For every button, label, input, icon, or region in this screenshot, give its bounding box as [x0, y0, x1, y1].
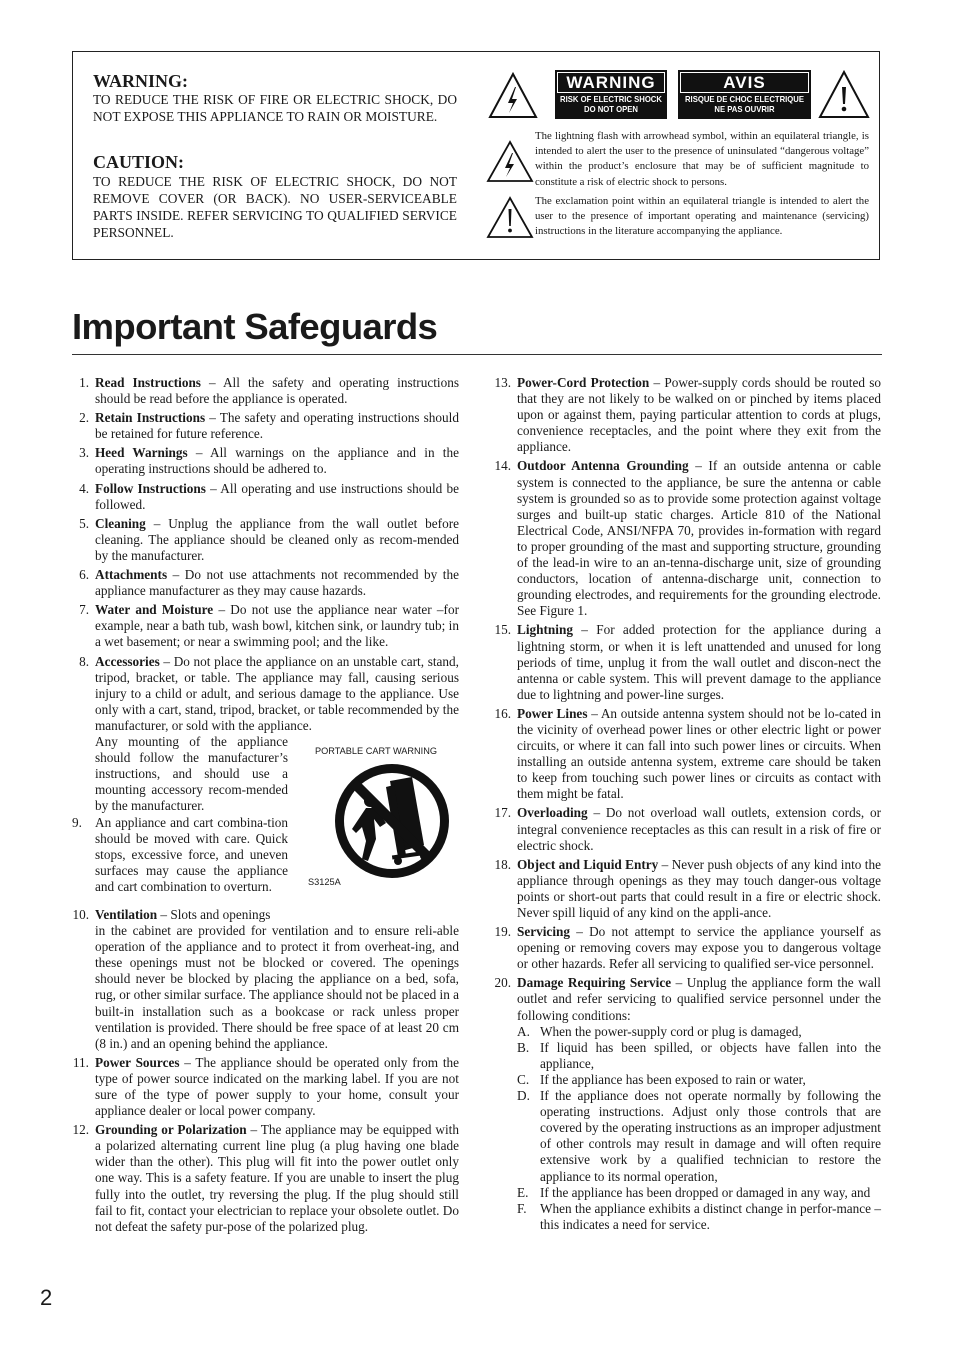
item-text: – An outside antenna system should not be lo-cated in the vicinity of overhead power lines or other electric light or power circuits, or where it can fall into such power lines or circuits. When installing an outside antenna system, extreme care should be taken to keep from touching such power lines or circuits as contact with them might be fatal. — [517, 705, 881, 802]
safeguard-item — [72, 602, 459, 650]
item-10-text: in the cabinet are provided for ventilation and to ensure reli-able operation of the appliance and to protect it from overheat-ing, and these openings must not be blocked or covered. The openings should never be blocked by placing the appliance on a bed, sofa, rug, or other similar surface. The appliance should not be placed in a built-in installation such as a bookcase or rack unless proper ventilation is provided. There should be free space of at least 20 cm (8 in.) and an opening behind the appliance. — [95, 923, 460, 1051]
safeguard-item — [72, 481, 459, 513]
item-text: – All warnings on the appliance and in the operating instructions should be adhered to. — [95, 445, 459, 477]
avis-label-title: AVIS — [680, 72, 809, 93]
warning-label-line2: DO NOT OPEN — [584, 104, 638, 114]
item-9-number: 9. — [72, 814, 82, 830]
item-number: 3. — [79, 445, 89, 461]
item-number: 8. — [79, 653, 89, 669]
safeguards-list-right — [494, 375, 881, 1024]
condition-letter: C. — [517, 1071, 530, 1087]
item-heading: Object and Liquid Entry — [517, 856, 659, 872]
item-text: – The appliance may be equipped with a polarized alternating current line plug (a plug having one blade wider than the other). This plug will fit into the power outlet only one way. This is a safety feature. If you are unable to insert the plug fully into the outlet, try reversing the plug. If the plug should still fail to fit, contact your electrician to replace your obsolete outlet. Do not defeat the safety pur-pose of the polarized plug. — [95, 1122, 459, 1234]
item-number: 18. — [494, 856, 511, 872]
item-text: – For added protection for the appliance during a lightning storm, or when it is left unattended and unused for long periods of time, unplug it from the wall outlet and discon-nect the antenna or cable system. This will prevent damage to the appliance due to lightning and power-line surges. — [517, 622, 881, 702]
item-number: 16. — [494, 705, 511, 721]
item-text: – The safety and operating instructions should be retained for future reference. — [95, 410, 459, 442]
item-heading: Grounding or Polarization — [95, 1122, 247, 1138]
exclamation-symbol-text: The exclamation point within an equilateral triangle is intended to alert the user to the presence of important operating and maintenance (servicing) instructions in the literature accompanying the appliance. — [535, 195, 869, 238]
safeguard-item — [72, 654, 459, 734]
safeguard-item — [494, 805, 881, 853]
item-text: – Do not place the appliance on an unstable cart, stand, tripod, bracket, or table. The appliance may fall, causing serious injury to a child or adult, and serious damage to the appliance. Use only with a cart, stand, tripod, bracket, or table recommended by the manufacturer, or sold with the appliance. — [95, 653, 459, 733]
item-heading: Power Sources — [95, 1054, 180, 1070]
lightning-symbol-text: The lightning flash with arrowhead symbol, within an equilateral triangle, is intended to alert the user to the presence of uninsulated “dangerous voltage” within the product’s enclosure that may be of sufficient magnitude to constitute a risk of electric shock to persons. — [535, 130, 869, 188]
item-heading: Attachments — [95, 567, 168, 583]
item-9-text: An appliance and cart combina-tion should be moved with care. Quick stops, excessive force, and uneven surfaces may cause the appliance and cart combination to overturn. — [95, 814, 288, 895]
condition-letter: E. — [517, 1184, 529, 1200]
cart-figure-code: S3125A — [308, 876, 341, 887]
item-number: 2. — [79, 410, 89, 426]
item-10-first-line: – Slots and openings — [157, 906, 271, 922]
warning-label — [555, 70, 667, 119]
item-number: 15. — [494, 622, 511, 638]
exclamation-triangle-icon — [818, 69, 870, 119]
item-heading: Damage Requiring Service — [517, 975, 672, 991]
item-heading: Retain Instructions — [95, 410, 206, 426]
caution-text: TO REDUCE THE RISK OF ELECTRIC SHOCK, DO NOT REMOVE COVER (OR BACK). NO USER-SERVICEABLE PARTS INSIDE. REFER SERVICING TO QUALIFIED SERVICE PERSONNEL. — [93, 174, 457, 240]
avis-label — [678, 70, 811, 119]
item-heading: Servicing — [517, 924, 570, 940]
item-text: – Do not overload wall outlets, extension cords, or integral convenience receptacles as this can result in a risk of fire or electric shock. — [517, 805, 881, 853]
safeguard-item — [494, 706, 881, 803]
title-divider — [72, 354, 882, 355]
caution-heading: CAUTION: — [93, 152, 185, 172]
safeguard-item — [494, 924, 881, 972]
warning-label-line1: RISK OF ELECTRIC SHOCK — [560, 94, 662, 104]
safeguard-item — [72, 516, 459, 564]
item-20-conditions — [494, 1024, 881, 1233]
page-number: 2 — [40, 1285, 53, 1310]
item-text: – All the safety and operating instructions should be read before the appliance is operated. — [95, 375, 459, 407]
safeguards-list-left — [72, 375, 459, 734]
item-text: – Do not use attachments not recommended by the appliance manufacturer as they may cause hazards. — [95, 567, 459, 599]
safeguard-item-9 — [72, 815, 288, 895]
right-column — [494, 375, 881, 1233]
item-10-heading: Ventilation — [95, 906, 158, 922]
safeguard-item — [72, 1122, 459, 1235]
lightning-triangle-icon — [488, 71, 538, 119]
condition-item — [494, 1024, 881, 1040]
safeguard-item — [494, 622, 881, 702]
item-heading: Lightning — [517, 622, 573, 638]
item-heading: Water and Moisture — [95, 602, 214, 618]
item-heading: Read Instructions — [95, 375, 201, 390]
item-8-continued: Any mounting of the appliance should follow the manufacturer’s instructions, and should use a mounting accessory recom-mended by the manufacturer. — [95, 733, 288, 814]
page-title: Important Safeguards — [72, 306, 438, 347]
condition-letter: D. — [517, 1088, 530, 1104]
safeguard-item — [494, 375, 881, 455]
item-text: – Never push objects of any kind into the appliance through openings as they may touch danger-ous voltage points or short-out parts that could result in a fire or electric shock. Never spill liquid of any kind on the appli-ance. — [517, 856, 881, 920]
safeguard-item — [72, 567, 459, 599]
item-heading: Follow Instructions — [95, 480, 206, 496]
portable-cart-warning-icon — [332, 761, 452, 881]
safeguard-item — [72, 445, 459, 477]
condition-item — [494, 1185, 881, 1201]
item-text: – Do not attempt to service the appliance yourself as opening or removing covers may expose you to dangerous voltage or other hazards. Refer all servicing to qualified ser-vice personnel. — [517, 924, 881, 972]
condition-text: If the appliance has been dropped or damaged in any way, and — [540, 1184, 871, 1200]
safeguard-item-10 — [72, 907, 459, 1052]
condition-text: If the appliance does not operate normally by following the operating instructions. Adjust only those controls that are covered by the operating instructions as an improper adjustment of other controls may result in damage and will often require extensive work by a qualified technician to restore the appliance to its normal operation, — [540, 1088, 881, 1184]
safeguard-item — [72, 375, 459, 407]
item-text: – Do not use the appliance near water –for example, near a bath tub, wash bowl, kitchen sink, or laundry tub; in a wet basement; or near a swimming pool; and the like. — [95, 602, 459, 650]
item-number: 13. — [494, 375, 511, 390]
item-number: 20. — [494, 975, 511, 991]
item-heading: Accessories — [95, 653, 160, 669]
safeguards-list-left-2 — [72, 1055, 459, 1235]
warning-text: TO REDUCE THE RISK OF FIRE OR ELECTRIC SHOCK, DO NOT EXPOSE THIS APPLIANCE TO RAIN OR MOISTURE. — [93, 92, 457, 124]
condition-letter: B. — [517, 1039, 530, 1055]
item-number: 11. — [72, 1054, 89, 1070]
condition-text: When the power-supply cord or plug is damaged, — [540, 1023, 802, 1039]
condition-text: If liquid has been spilled, or objects have fallen into the appliance, — [540, 1039, 881, 1071]
lightning-triangle-small-icon — [486, 139, 534, 183]
item-number: 6. — [79, 567, 89, 583]
item-text: – Unplug the appliance form the wall outlet and refer servicing to qualified service personnel under the following conditions: — [517, 975, 881, 1023]
avis-label-line1: RISQUE DE CHOC ELECTRIQUE — [684, 94, 804, 104]
condition-item — [494, 1201, 881, 1233]
item-number: 12. — [72, 1122, 89, 1138]
item-heading: Power Lines — [517, 705, 588, 721]
left-column — [72, 375, 459, 1238]
item-text: – Power-supply cords should be routed so that they are not likely to be walked on or pinched by items placed upon or against them, paying particular attention to cords at plugs, convenience receptacles, and the point where they exit from the appliance. — [517, 375, 881, 455]
safeguard-item — [494, 458, 881, 619]
item-text: – Unplug the appliance from the wall outlet before cleaning. The appliance should be cleaned only as recom-mended by the manufacturer. — [95, 515, 459, 563]
safeguard-item — [72, 1055, 459, 1119]
item-heading: Overloading — [517, 805, 588, 821]
item-number: 4. — [79, 480, 89, 496]
condition-item — [494, 1072, 881, 1088]
item-number: 7. — [79, 602, 89, 618]
item-number: 17. — [494, 805, 511, 821]
item-text: – The appliance should be operated only from the type of power source indicated on the marking label. If you are not sure of the type of power supply to your home, consult your appliance dealer or local power company. — [95, 1054, 460, 1119]
item-heading: Heed Warnings — [95, 445, 188, 461]
item-text: – All operating and use instructions should be followed. — [95, 480, 459, 512]
condition-letter: A. — [517, 1023, 530, 1039]
warning-heading: WARNING: — [93, 71, 189, 91]
condition-letter: F. — [517, 1200, 527, 1216]
condition-text: When the appliance exhibits a distinct change in perfor-mance – this indicates a need for service. — [540, 1200, 881, 1232]
condition-item — [494, 1040, 881, 1072]
item-number: 14. — [494, 458, 511, 474]
cart-section — [72, 733, 459, 913]
item-heading: Outdoor Antenna Grounding — [517, 458, 689, 474]
warning-label-title: WARNING — [557, 72, 665, 93]
item-10-number: 10. — [72, 906, 89, 922]
condition-item — [494, 1088, 881, 1185]
item-number: 5. — [79, 515, 89, 531]
item-number: 1. — [79, 375, 89, 390]
safeguard-item — [72, 410, 459, 442]
cart-figure-caption: PORTABLE CART WARNING — [315, 745, 438, 756]
item-heading: Cleaning — [95, 515, 146, 531]
item-text: – If an outside antenna or cable system is connected to the appliance, be sure the antenna or cable system is grounded so as to provide some protection against voltage surges and built-up static charges. Article 810 of the National Electrical Code, ANSI/NFPA 70, provides in-formation with regard to proper grounding of the mast and supporting structure, grounding of the lead-in wire to an an-tenna-discharge unit, size of grounding conductors, location of antenna-discharge unit, connection to grounding electrodes, and requirements for the grounding electrode. See Figure 1. — [517, 458, 881, 619]
exclamation-triangle-small-icon — [486, 195, 534, 239]
condition-text: If the appliance has been exposed to rain or water, — [540, 1071, 806, 1087]
item-heading: Power-Cord Protection — [517, 375, 650, 390]
item-number: 19. — [494, 924, 511, 940]
safety-warning-box — [72, 51, 880, 260]
safeguard-item — [494, 857, 881, 921]
safeguard-item — [494, 975, 881, 1023]
avis-label-line2: NE PAS OUVRIR — [714, 104, 775, 114]
